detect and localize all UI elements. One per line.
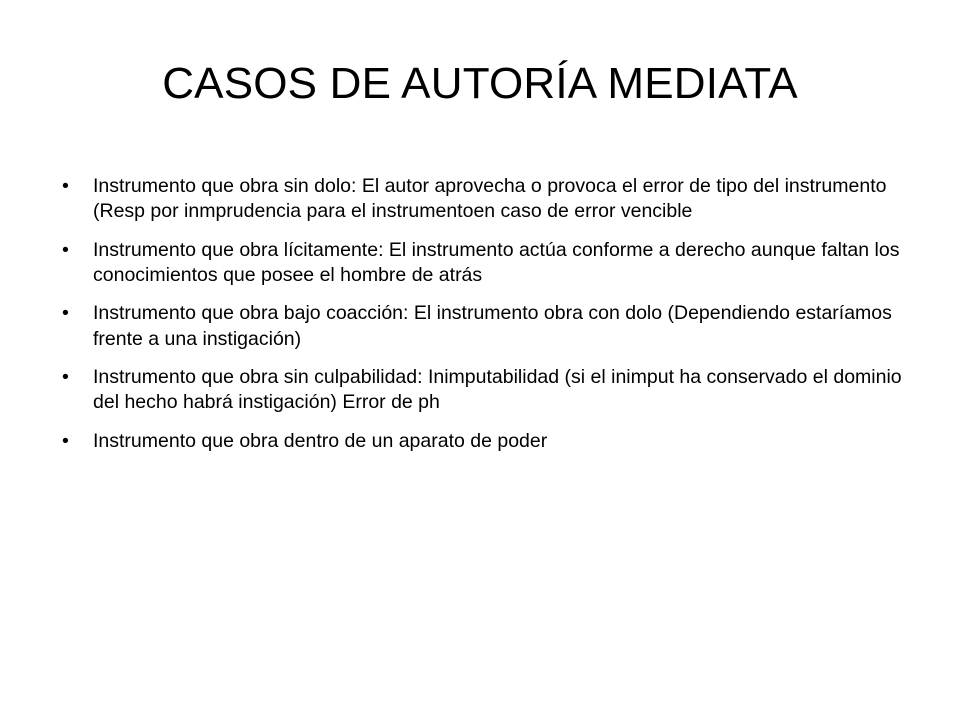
bullet-list: [62, 174, 912, 467]
list-item: [62, 301, 912, 352]
bullet-text: Instrumento que obra bajo coacción: El instrumento obra con dolo (Dependiendo estaríamos frente a una instigación): [93, 302, 892, 350]
list-item: [62, 174, 912, 225]
bullet-text: Instrumento que obra lícitamente: El instrumento actúa conforme a derecho aunque faltan los conocimientos que posee el hombre de atrás: [93, 238, 900, 287]
bullet-icon: •: [62, 366, 69, 389]
list-item: [62, 238, 912, 289]
bullet-icon: •: [62, 175, 69, 197]
list-item: [62, 429, 912, 454]
bullet-text: Instrumento que obra sin dolo: El autor aprovecha o provoca el error de tipo del instrumento (Resp por inmprudencia para el instrumentoen caso de error vencible: [93, 175, 887, 223]
bullet-icon: •: [62, 429, 69, 452]
slide-title: CASOS DE AUTORÍA MEDIATA: [162, 59, 798, 108]
bullet-icon: •: [62, 238, 69, 261]
bullet-text: Instrumento que obra sin culpabilidad: Inimputabilidad (si el inimput ha conservado el dominio del hecho habrá instigación) Error de ph: [93, 366, 902, 414]
list-item: [62, 365, 912, 416]
bullet-text: Instrumento que obra dentro de un aparato de poder: [93, 429, 548, 452]
bullet-icon: •: [62, 302, 69, 325]
